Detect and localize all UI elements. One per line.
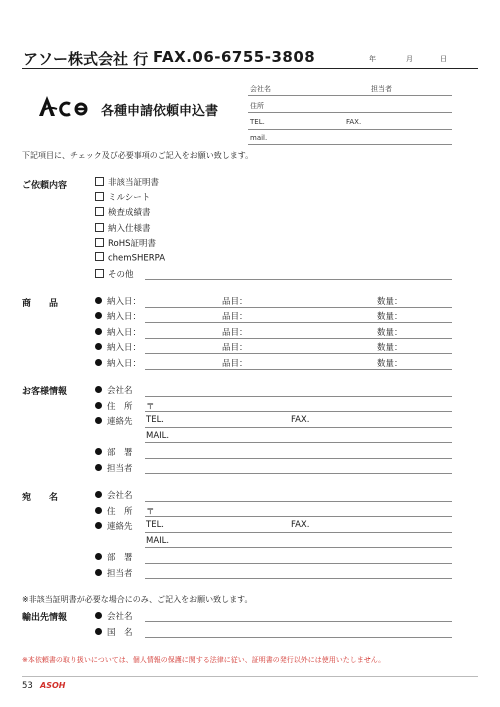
checkbox-icon[interactable]: [95, 238, 104, 247]
recipient-mail-line[interactable]: [145, 547, 452, 548]
export-country-label: 国 名: [95, 626, 133, 638]
privacy-note: ※本依頼書の取り扱いについては、個人情報の保護に関する法律に従い、証明書の発行以外には使用いたしません。: [22, 656, 386, 664]
customer-company-label: 会社名: [95, 384, 133, 396]
fax-number: FAX.06-6755-3808: [153, 48, 316, 66]
checkbox-icon[interactable]: [95, 223, 104, 232]
product-row: 納入日：: [95, 357, 141, 369]
header-rule: [22, 68, 478, 69]
product-row: 納入日：: [95, 326, 141, 338]
date-day-label: 日: [440, 55, 447, 63]
export-country-line[interactable]: [145, 637, 452, 638]
recipient-person-label: 担当者: [95, 567, 133, 579]
checkbox-icon[interactable]: [95, 177, 104, 186]
sender-address-line[interactable]: [248, 112, 452, 113]
bullet-icon: [95, 343, 102, 350]
recipient-fax-label: FAX.: [291, 520, 310, 530]
customer-section-title: お客様情報: [22, 387, 68, 397]
bullet-icon: [95, 297, 102, 304]
addressee-name: アソー株式会社 行: [23, 50, 149, 68]
sender-company-label: 会社名: [250, 85, 271, 93]
product-input-line[interactable]: [145, 322, 452, 323]
sender-fax-label: FAX.: [346, 118, 362, 126]
product-item-label: 品目：: [222, 297, 248, 307]
product-row: 納入日：: [95, 310, 141, 322]
customer-fax-label: FAX.: [291, 415, 310, 425]
date-year-label: 年: [369, 55, 376, 63]
customer-mail-line[interactable]: [145, 442, 452, 443]
bullet-icon: [95, 359, 102, 366]
recipient-postal-mark: 〒: [146, 507, 155, 517]
bullet-icon: [95, 312, 102, 319]
option-inspection-report[interactable]: 検査成績書: [95, 206, 151, 218]
product-row: 納入日：: [95, 341, 141, 353]
option-rohs-cert[interactable]: RoHS証明書: [95, 237, 156, 249]
customer-tel-label: TEL.: [146, 415, 165, 425]
option-non-applicable-cert[interactable]: 非該当証明書: [95, 176, 159, 188]
sender-mail-label: mail.: [250, 134, 268, 142]
option-other[interactable]: その他: [95, 268, 134, 280]
product-input-line[interactable]: [145, 307, 452, 308]
option-delivery-spec[interactable]: 納入仕様書: [95, 222, 151, 234]
bullet-icon: [95, 386, 102, 393]
brand-logo: ASOH: [40, 681, 66, 690]
product-item-label: 品目：: [222, 359, 248, 369]
product-item-label: 品目：: [222, 312, 248, 322]
recipient-address-label: 住 所: [95, 505, 133, 517]
export-company-label: 会社名: [95, 610, 133, 622]
bullet-icon: [95, 553, 102, 560]
option-chemsherpa[interactable]: chemSHERPA: [95, 252, 165, 264]
product-qty-label: 数量：: [377, 297, 403, 307]
bullet-icon: [95, 628, 102, 635]
bullet-icon: [95, 507, 102, 514]
recipient-section-title: 宛 名: [22, 493, 59, 503]
recipient-person-line[interactable]: [145, 578, 452, 579]
product-qty-label: 数量：: [377, 328, 403, 338]
recipient-tel-label: TEL.: [146, 520, 165, 530]
recipient-company-label: 会社名: [95, 489, 133, 501]
bullet-icon: [95, 464, 102, 471]
sender-address-label: 住所: [250, 102, 264, 110]
customer-contact-label: 連絡先: [95, 415, 133, 427]
sender-tel-line[interactable]: [248, 129, 452, 130]
customer-person-line[interactable]: [145, 473, 452, 474]
ace-logo: [37, 95, 97, 117]
recipient-address-line[interactable]: [145, 516, 452, 517]
checkbox-icon[interactable]: [95, 192, 104, 201]
form-title: 各種申請依頼申込書: [101, 104, 219, 119]
checkbox-icon[interactable]: [95, 207, 104, 216]
bullet-icon: [95, 522, 102, 529]
export-section-title: 輸出先情報: [22, 613, 68, 623]
recipient-company-line[interactable]: [145, 501, 452, 502]
footer-rule: [22, 676, 478, 677]
customer-address-line[interactable]: [145, 411, 452, 412]
customer-tel-line[interactable]: [145, 427, 452, 428]
product-qty-label: 数量：: [377, 312, 403, 322]
sender-company-line[interactable]: [248, 95, 452, 96]
customer-dept-line[interactable]: [145, 458, 452, 459]
checkbox-icon[interactable]: [95, 252, 104, 261]
export-note: ※非該当証明書が必要な場合にのみ、ご記入をお願い致します。: [22, 595, 253, 604]
recipient-tel-line[interactable]: [145, 532, 452, 533]
customer-company-line[interactable]: [145, 396, 452, 397]
request-section-title: ご依頼内容: [22, 181, 68, 191]
sender-tel-label: TEL.: [250, 118, 265, 126]
bullet-icon: [95, 417, 102, 424]
option-mill-sheet[interactable]: ミルシート: [95, 191, 150, 203]
date-month-label: 月: [406, 55, 413, 63]
customer-mail-label: MAIL.: [146, 431, 170, 441]
recipient-dept-line[interactable]: [145, 563, 452, 564]
product-input-line[interactable]: [145, 338, 452, 339]
customer-person-label: 担当者: [95, 462, 133, 474]
recipient-contact-label: 連絡先: [95, 520, 133, 532]
customer-address-label: 住 所: [95, 400, 133, 412]
recipient-dept-label: 部 署: [95, 551, 133, 563]
bullet-icon: [95, 491, 102, 498]
product-input-line[interactable]: [145, 353, 452, 354]
customer-dept-label: 部 署: [95, 446, 133, 458]
page-number: 53: [22, 681, 33, 691]
export-company-line[interactable]: [145, 621, 452, 622]
customer-postal-mark: 〒: [146, 402, 155, 412]
product-row: 納入日：: [95, 295, 141, 307]
other-input-line[interactable]: [145, 279, 452, 280]
product-item-label: 品目：: [222, 343, 248, 353]
instruction-text: 下記項目に、チェック及び必要事項のご記入をお願い致します。: [22, 151, 254, 160]
products-section-title: 商 品: [22, 299, 59, 309]
sender-mail-line[interactable]: [248, 144, 452, 145]
bullet-icon: [95, 402, 102, 409]
bullet-icon: [95, 448, 102, 455]
bullet-icon: [95, 612, 102, 619]
product-qty-label: 数量：: [377, 359, 403, 369]
checkbox-icon[interactable]: [95, 269, 104, 278]
product-input-line[interactable]: [145, 369, 452, 370]
sender-person-label: 担当者: [371, 85, 392, 93]
bullet-icon: [95, 569, 102, 576]
recipient-mail-label: MAIL.: [146, 536, 170, 546]
product-qty-label: 数量：: [377, 343, 403, 353]
bullet-icon: [95, 328, 102, 335]
product-item-label: 品目：: [222, 328, 248, 338]
